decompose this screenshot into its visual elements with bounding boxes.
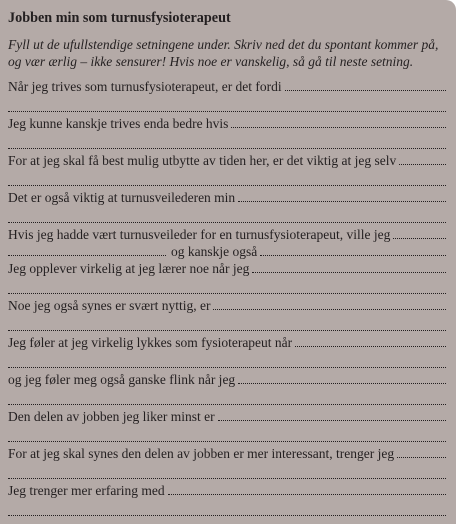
sentence-prompt: Jeg opplever virkelig at jeg lærer noe når jeg: [8, 261, 250, 276]
sentence-prompt: Noe jeg også synes er svært nyttig, er: [8, 298, 211, 313]
answer-blank[interactable]: [260, 254, 446, 256]
answer-line[interactable]: [8, 462, 446, 479]
answer-blank[interactable]: [218, 419, 446, 421]
answer-blank[interactable]: [285, 89, 446, 91]
sentence-prompt: og jeg føler meg også ganske flink når jeg: [8, 372, 236, 387]
sentence-prompt: Når jeg trives som turnusfysioterapeut, er det fordi: [8, 79, 282, 94]
sentence-prompt: Den delen av jobben jeg liker minst er: [8, 409, 215, 424]
answer-line[interactable]: [8, 132, 446, 149]
instructions: [8, 36, 446, 70]
answer-blank[interactable]: [231, 126, 446, 128]
answer-line[interactable]: [8, 388, 446, 405]
sentence-prompt: Hvis jeg hadde vært turnusveileder for en turnusfysioterapeut, ville jeg: [8, 227, 391, 242]
answer-blank[interactable]: [213, 308, 446, 310]
sentence-prompt: Jeg føler at jeg virkelig lykkes som fysioterapeut når: [8, 335, 293, 350]
answer-line[interactable]: [8, 314, 446, 331]
answer-line[interactable]: [8, 95, 446, 112]
sentence-item-12: [8, 482, 446, 516]
sentence-item-5: [8, 226, 446, 260]
answer-blank[interactable]: [8, 254, 166, 256]
instructions-line-1: Fyll ut de ufullstendige setningene under. Skriv ned det du spontant kommer på,: [8, 37, 439, 52]
sentence-item-11: [8, 445, 446, 479]
sentence-item-2: [8, 115, 446, 149]
sentence-item-7: [8, 297, 446, 331]
sentence-item-9: [8, 371, 446, 405]
answer-line[interactable]: [8, 351, 446, 368]
answer-blank[interactable]: [295, 345, 446, 347]
answer-line[interactable]: [8, 499, 446, 516]
sentence-item-6: [8, 260, 446, 294]
instructions-line-2: og vær ærlig – ikke sensurer! Hvis noe er vanskelig, så gå til neste setning.: [8, 54, 414, 69]
answer-blank[interactable]: [168, 493, 446, 495]
answer-blank[interactable]: [238, 200, 446, 202]
answer-line[interactable]: [8, 425, 446, 442]
answer-blank[interactable]: [399, 163, 446, 165]
answer-blank[interactable]: [397, 456, 446, 458]
answer-blank[interactable]: [238, 382, 446, 384]
sentence-prompt: Jeg trenger mer erfaring med: [8, 483, 165, 498]
sentence-prompt: Det er også viktig at turnusveilederen min: [8, 190, 236, 205]
sentence-item-10: [8, 408, 446, 442]
sentence-prompt: Jeg kunne kanskje trives enda bedre hvis: [8, 116, 229, 131]
answer-blank[interactable]: [252, 271, 446, 273]
sentence-item-4: [8, 189, 446, 223]
sentence-item-1: [8, 78, 446, 112]
answer-line[interactable]: [8, 277, 446, 294]
sentence-item-3: [8, 152, 446, 186]
answer-line[interactable]: [8, 206, 446, 223]
worksheet-title: Jobben min som turnusfysioterapeut: [8, 10, 231, 26]
answer-blank[interactable]: [393, 237, 446, 239]
sentence-prompt: For at jeg skal få best mulig utbytte av tiden her, er det viktig at jeg selv: [8, 153, 397, 168]
answer-line[interactable]: [8, 169, 446, 186]
sentence-prompt-continuation: og kanskje også: [171, 244, 258, 259]
sentence-prompt: For at jeg skal synes den delen av jobben er mer interessant, trenger jeg: [8, 446, 395, 461]
sentence-item-8: [8, 334, 446, 368]
